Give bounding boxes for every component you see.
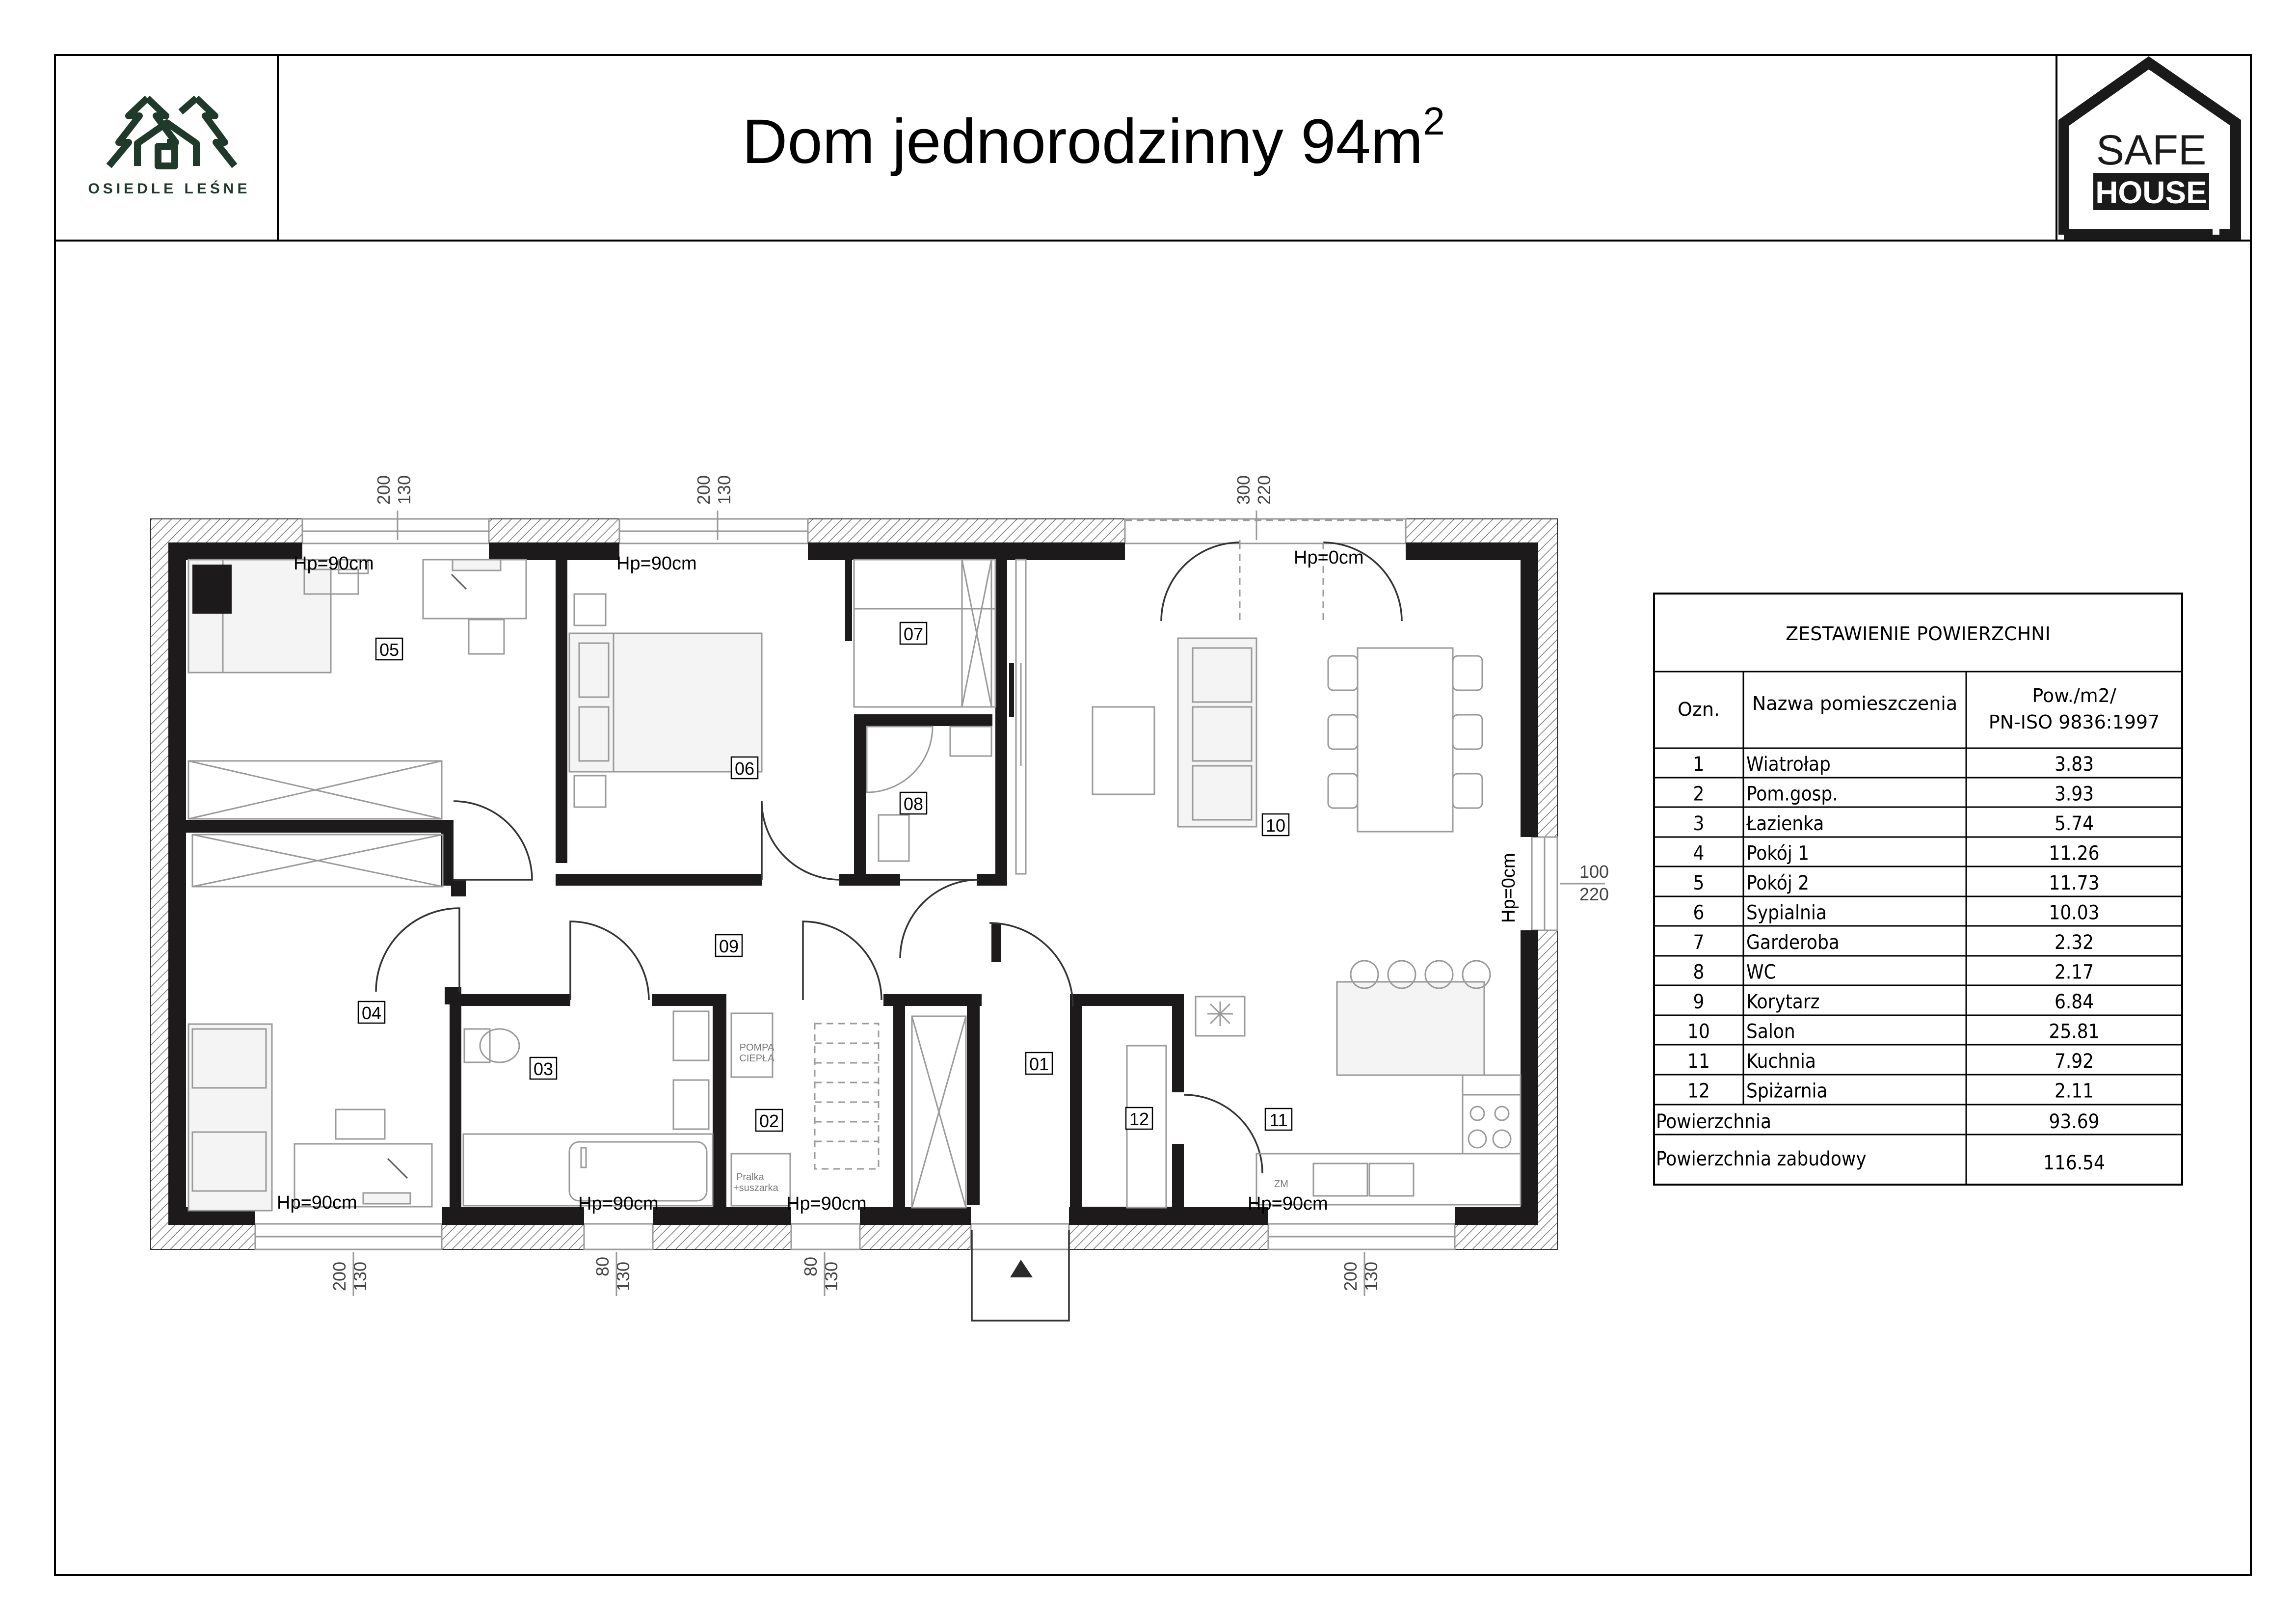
table-row-area: 6.84 [2054,991,2094,1013]
table-row-id: 3 [1693,812,1705,835]
table-row-id: 6 [1693,901,1705,924]
dim-bot3-a: 80 [801,1256,821,1276]
table-header-area-1: Pow./m2/ [2032,685,2116,706]
table-row-id: 9 [1693,991,1705,1013]
safe-house-logo-line2: HOUSE [2095,175,2207,210]
dim-top1-b: 130 [394,475,414,505]
table-row-name: Garderoba [1746,931,1840,954]
window-label-10-top: Hp=0cm [1294,547,1364,568]
washer-label-1: Pralka [736,1172,764,1183]
table-row-area: 2.17 [2054,961,2094,984]
table-row-name: Łazienka [1746,812,1824,835]
room-id-11: 11 [1269,1110,1288,1130]
table-row-id: 10 [1687,1020,1710,1043]
room-id-09: 09 [719,936,739,956]
window-label-11: Hp=90cm [1248,1193,1328,1214]
room-id-01: 01 [1029,1054,1049,1074]
table-built-value: 116.54 [2043,1152,2105,1174]
dim-side-a: 100 [1579,862,1609,882]
table-row-id: 4 [1693,842,1705,865]
table-header-name: Nazwa pomieszczenia [1752,693,1958,714]
room-id-12: 12 [1129,1109,1149,1129]
table-row-name: Wiatrołap [1746,753,1831,776]
window-label-05: Hp=90cm [294,553,374,574]
room-id-02: 02 [759,1111,779,1131]
table-row-id: 7 [1693,931,1705,954]
dim-top2-a: 200 [694,475,714,505]
table-row-area: 11.26 [2049,842,2100,865]
table-row-area: 25.81 [2049,1020,2100,1043]
dim-bot1-b: 130 [350,1261,370,1291]
table-row-area: 10.03 [2049,901,2100,924]
dim-side-b: 220 [1579,884,1609,904]
dim-top2-b: 130 [714,475,734,505]
window-label-04: Hp=90cm [277,1192,357,1213]
entrance-arrow-icon [1010,1260,1033,1277]
dim-bot3-b: 130 [821,1261,841,1291]
room-id-04: 04 [361,1003,382,1023]
table-row-name: WC [1746,961,1776,984]
table-row-area: 3.83 [2054,753,2094,776]
dim-bot4-b: 130 [1361,1261,1381,1291]
table-row-id: 8 [1693,961,1705,984]
dim-top3-b: 220 [1254,475,1274,505]
dim-bot4-a: 200 [1340,1261,1361,1291]
table-rows [1687,753,2099,1103]
dim-bot2-a: 80 [592,1256,613,1276]
table-header-area-2: PN-ISO 9836:1997 [1988,711,2160,733]
washer-label-2: +suszarka [733,1183,778,1193]
area-table [1654,594,2182,1185]
table-row-area: 3.93 [2054,783,2094,806]
heat-pump-label-2: CIEPŁA [739,1053,774,1064]
forest-house-logo-icon [109,98,235,166]
table-row-area: 2.11 [2054,1080,2094,1103]
room-id-03: 03 [533,1059,554,1079]
table-row-name: Pom.gosp. [1746,783,1838,806]
table-built-label: Powierzchnia zabudowy [1656,1148,1867,1170]
window-label-06: Hp=90cm [616,553,697,574]
safe-house-logo-line1: SAFE [2096,127,2207,174]
window-label-03: Hp=90cm [578,1193,659,1214]
page-title-superscript: 2 [1423,99,1445,143]
room-id-05: 05 [379,640,400,660]
room-id-10: 10 [1265,815,1286,836]
table-row-name: Spiżarnia [1746,1080,1828,1103]
left-logo-text: OSIEDLE LEŚNE [88,181,251,197]
table-row-area: 2.32 [2054,931,2094,954]
table-row-name: Pokój 2 [1746,872,1810,894]
dim-top3-a: 300 [1233,475,1254,505]
table-row-name: Kuchnia [1746,1050,1816,1073]
table-row-id: 1 [1693,753,1705,776]
table-row-id: 2 [1693,783,1705,806]
table-row-name: Korytarz [1746,991,1820,1013]
table-total-value: 93.69 [2049,1110,2100,1133]
table-row-id: 11 [1687,1050,1710,1073]
table-row-id: 12 [1687,1080,1710,1103]
table-row-area: 5.74 [2054,812,2094,835]
table-row-name: Pokój 1 [1746,842,1810,865]
window-label-10-side: Hp=0cm [1498,853,1519,923]
page-title-main: Dom jednorodzinny 94m [742,107,1423,177]
table-total-label: Powierzchnia [1656,1110,1771,1133]
dishwasher-label: ZM [1274,1179,1288,1190]
page-title [742,99,1445,177]
room-id-07: 07 [903,624,924,644]
room-id-06: 06 [734,758,755,779]
heat-pump-label-1: POMPA [739,1042,774,1053]
table-header-id: Ozn. [1677,699,1720,720]
room-id-08: 08 [903,794,924,814]
table-row-area: 11.73 [2049,872,2100,894]
dim-bot1-a: 200 [329,1261,349,1291]
dim-top1-a: 200 [374,475,394,505]
table-row-name: Salon [1746,1020,1795,1043]
dim-bot2-b: 130 [613,1261,633,1291]
window-label-02: Hp=90cm [786,1193,867,1214]
table-row-id: 5 [1693,872,1705,894]
table-row-name: Sypialnia [1746,901,1827,924]
table-row-area: 7.92 [2054,1050,2094,1073]
table-title: ZESTAWIENIE POWIERZCHNI [1786,623,2051,645]
